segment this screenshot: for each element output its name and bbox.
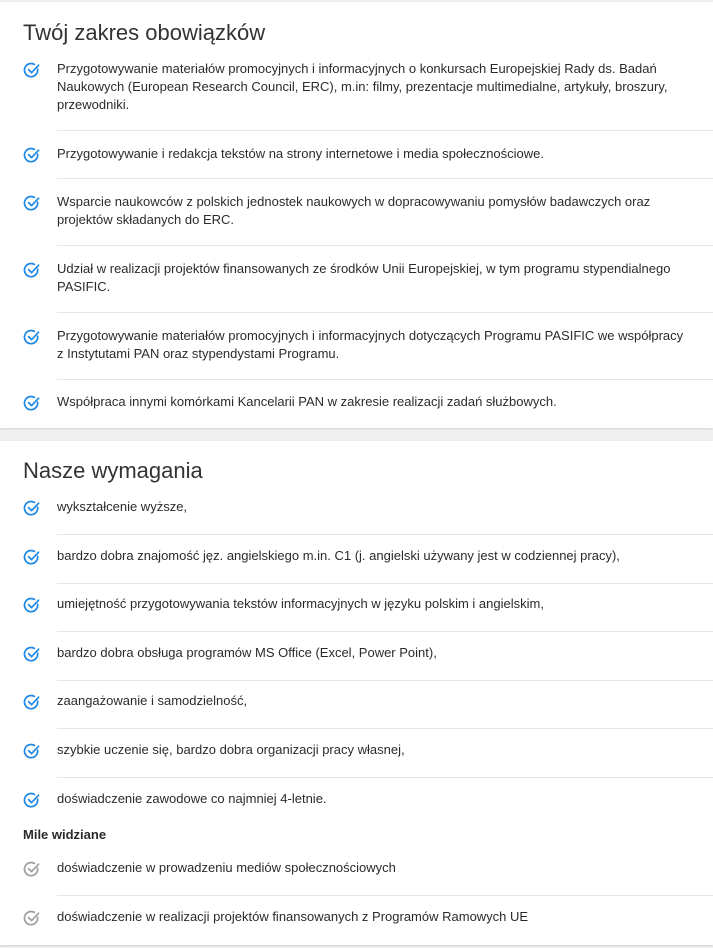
divider (57, 895, 713, 896)
list-item-text: bardzo dobra znajomość jęz. angielskiego m.in. C1 (j. angielski używany jest w codziennej pracy), (57, 548, 620, 563)
list-item-text: szybkie uczenie się, bardzo dobra organizacji pracy własnej, (57, 742, 405, 757)
list-item (23, 692, 691, 710)
list-item (23, 193, 691, 229)
list-item-text: zaangażowanie i samodzielność, (57, 693, 248, 708)
list-item (23, 790, 691, 808)
check-circle-icon (23, 909, 41, 927)
check-circle-icon (23, 548, 41, 566)
list-item (23, 260, 691, 296)
check-circle-icon (23, 499, 41, 517)
check-circle-icon (23, 61, 41, 79)
list-item-text: doświadczenie w realizacji projektów finansowanych z Programów Ramowych UE (57, 909, 529, 924)
divider (57, 534, 713, 535)
check-circle-icon (23, 261, 41, 279)
divider (57, 312, 713, 313)
check-circle-icon (23, 394, 41, 412)
divider (57, 728, 713, 729)
nice-to-have-heading: Mile widziane (23, 827, 107, 842)
divider (57, 777, 713, 778)
check-circle-icon (23, 645, 41, 663)
check-circle-icon (23, 742, 41, 760)
list-item-text: Wsparcie naukowców z polskich jednostek naukowych w dopracowywaniu pomysłów badawczych oraz projektów składanych do ERC. (57, 194, 651, 227)
list-item-text: bardzo dobra obsługa programów MS Office (Excel, Power Point), (57, 645, 437, 660)
check-circle-icon (23, 596, 41, 614)
list-item (23, 908, 691, 926)
list-item (23, 498, 691, 516)
divider (57, 379, 713, 380)
check-circle-icon (23, 328, 41, 346)
list-item (23, 644, 691, 662)
requirements-card (0, 441, 713, 945)
list-item (23, 547, 691, 565)
check-circle-icon (23, 194, 41, 212)
list-item (23, 595, 691, 613)
check-circle-icon (23, 693, 41, 711)
check-circle-icon (23, 146, 41, 164)
divider (57, 631, 713, 632)
divider (57, 178, 713, 179)
list-item-text: wykształcenie wyższe, (57, 499, 188, 514)
list-item-text: Przygotowywanie materiałów promocyjnych i informacyjnych o konkursach Europejskiej Rady ds. Badań Naukowych (European Research Council, ERC), m.in: filmy, prezentacje multimedialne, artykuły, broszury, przewodniki. (57, 61, 668, 112)
list-item-text: doświadczenie w prowadzeniu mediów społecznościowych (57, 860, 396, 875)
list-item (23, 741, 691, 759)
divider (57, 680, 713, 681)
list-item-text: Przygotowywanie materiałów promocyjnych i informacyjnych dotyczących Programu PASIFIC we współpracy z Instytutami PAN oraz stypendystami Programu. (57, 328, 684, 361)
list-item-text: umiejętność przygotowywania tekstów informacyjnych w języku polskim i angielskim, (57, 596, 544, 611)
list-item (23, 145, 691, 163)
responsibilities-title: Twój zakres obowiązków (23, 20, 266, 45)
check-circle-icon (23, 791, 41, 809)
list-item-text: Udział w realizacji projektów finansowanych ze środków Unii Europejskiej, w tym programu stypendialnego PASIFIC. (57, 261, 671, 294)
divider (57, 130, 713, 131)
list-item (23, 393, 691, 411)
list-item-text: doświadczenie zawodowe co najmniej 4-letnie. (57, 791, 327, 806)
check-circle-icon (23, 860, 41, 878)
divider (57, 245, 713, 246)
divider (57, 583, 713, 584)
list-item (23, 859, 691, 877)
list-item (23, 327, 691, 363)
list-item (23, 60, 691, 114)
requirements-title: Nasze wymagania (23, 458, 203, 483)
list-item-text: Przygotowywanie i redakcja tekstów na strony internetowe i media społecznościowe. (57, 146, 545, 161)
list-item-text: Współpraca innymi komórkami Kancelarii PAN w zakresie realizacji zadań służbowych. (57, 394, 557, 409)
responsibilities-card (0, 2, 713, 428)
